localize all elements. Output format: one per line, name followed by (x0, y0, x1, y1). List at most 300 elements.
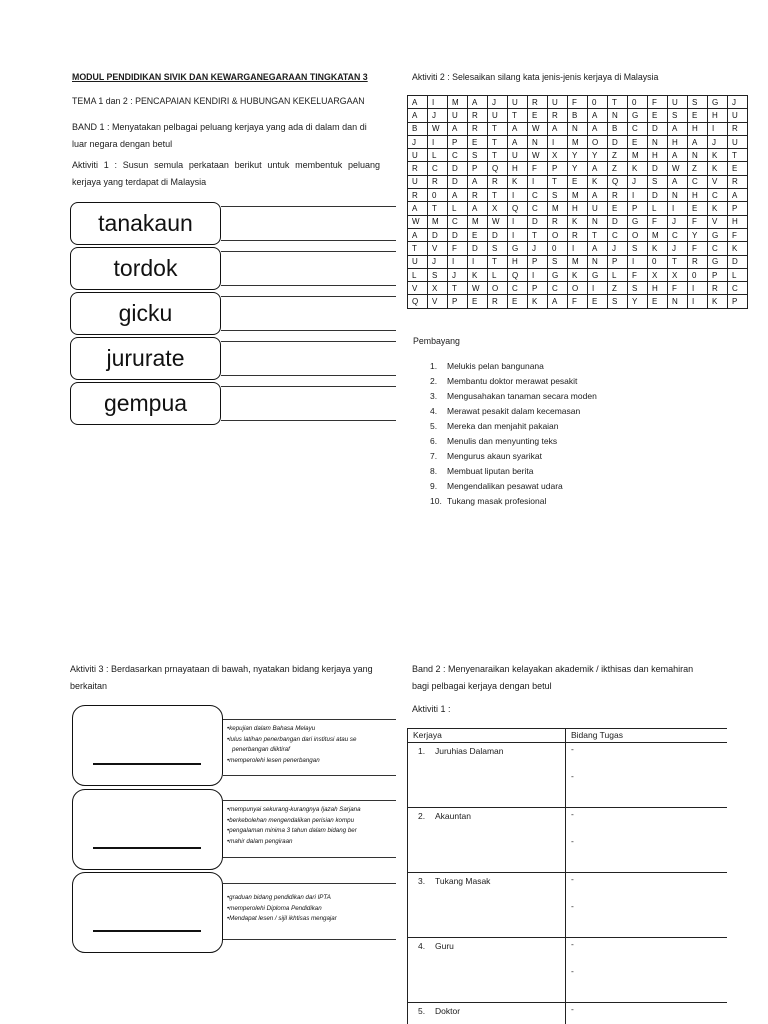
grid-cell: H (688, 122, 708, 135)
grid-cell: P (448, 295, 468, 308)
clue-number: 1. (430, 361, 438, 371)
grid-cell: A (588, 122, 608, 135)
grid-cell: T (608, 96, 628, 109)
grid-cell: I (508, 228, 528, 241)
grid-cell: V (708, 215, 728, 228)
grid-cell: E (508, 295, 528, 308)
grid-cell: I (428, 135, 448, 148)
grid-cell: C (448, 149, 468, 162)
task-bullet: - (571, 836, 574, 846)
grid-cell: C (528, 189, 548, 202)
grid-cell: 0 (628, 96, 648, 109)
grid-cell: X (548, 149, 568, 162)
grid-cell: S (628, 242, 648, 255)
grid-cell: P (528, 282, 548, 295)
kerjaya-name: Guru (435, 941, 454, 951)
grid-cell: B (408, 122, 428, 135)
grid-cell: E (568, 175, 588, 188)
grid-cell: D (528, 215, 548, 228)
grid-row (408, 135, 748, 148)
grid-cell: C (728, 282, 748, 295)
grid-cell: K (708, 149, 728, 162)
grid-cell: K (568, 268, 588, 281)
grid-row (408, 255, 748, 268)
grid-cell: I (628, 189, 648, 202)
clue-number: 10. (430, 496, 442, 506)
grid-cell: A (688, 135, 708, 148)
clue-text: Melukis pelan bangunana (447, 361, 544, 371)
grid-row (408, 295, 748, 308)
grid-cell: R (708, 282, 728, 295)
grid-cell: H (648, 149, 668, 162)
grid-cell: I (628, 255, 648, 268)
task-bullet: - (571, 901, 574, 911)
requirement-line: •berkebolehan mengendalikan perisian kompu (227, 816, 355, 824)
grid-cell: I (468, 255, 488, 268)
grid-cell: W (488, 215, 508, 228)
grid-cell: N (568, 122, 588, 135)
requirement-line: •pengalaman minima 3 tahun dalam bidang ber (227, 827, 357, 835)
scrambled-word-box: gicku (70, 292, 221, 335)
clue-item (430, 390, 597, 402)
grid-cell: A (548, 122, 568, 135)
grid-cell: F (688, 242, 708, 255)
band2-objective: Band 2 : Menyenaraikan kelayakan akademik / ikthisas dan kemahiran bagi pelbagai kerjaya dengan betul (412, 664, 694, 691)
grid-cell: I (688, 282, 708, 295)
grid-cell: E (468, 135, 488, 148)
grid-cell: J (628, 175, 648, 188)
grid-cell: W (668, 162, 688, 175)
grid-cell: M (568, 255, 588, 268)
grid-cell: N (688, 149, 708, 162)
grid-cell: R (528, 96, 548, 109)
grid-cell: O (488, 282, 508, 295)
grid-cell: I (508, 189, 528, 202)
grid-cell: Y (688, 228, 708, 241)
requirement-line: •kepujian dalam Bahasa Melayu (227, 725, 316, 732)
grid-cell: I (448, 255, 468, 268)
grid-cell: C (428, 162, 448, 175)
grid-row (408, 189, 748, 202)
grid-cell: M (568, 189, 588, 202)
grid-cell: N (668, 295, 688, 308)
answer-line (221, 206, 396, 241)
grid-cell: I (668, 202, 688, 215)
clue-number: 5. (430, 421, 438, 431)
kerjaya-name: Akauntan (435, 811, 471, 821)
grid-cell: K (468, 268, 488, 281)
activity1-instruction: Aktiviti 1 : Susun semula perkataan berikut untuk membentuk peluang kerjaya yang terdapat di Malaysia (72, 160, 380, 187)
clue-item (430, 465, 533, 477)
grid-cell: D (608, 135, 628, 148)
clue-number: 8. (430, 466, 438, 476)
grid-cell: I (588, 282, 608, 295)
grid-cell: J (408, 135, 428, 148)
clue-item (430, 360, 544, 372)
grid-cell: E (468, 295, 488, 308)
document-title: MODUL PENDIDIKAN SIVIK DAN KEWARGANEGARAAN TINGKATAN 3 (72, 72, 368, 82)
grid-cell: G (548, 268, 568, 281)
grid-cell: W (428, 122, 448, 135)
grid-cell: K (528, 295, 548, 308)
grid-cell: L (448, 202, 468, 215)
kerjaya-cell (408, 808, 566, 873)
grid-cell: A (448, 122, 468, 135)
grid-cell: F (648, 96, 668, 109)
grid-cell: E (648, 295, 668, 308)
grid-cell: N (668, 189, 688, 202)
grid-cell: A (588, 162, 608, 175)
grid-cell: I (568, 242, 588, 255)
grid-row (408, 215, 748, 228)
clue-text: Membantu doktor merawat pesakit (447, 376, 578, 386)
grid-cell: G (508, 242, 528, 255)
grid-cell: U (728, 135, 748, 148)
grid-cell: P (468, 162, 488, 175)
scrambled-word-box: jururate (70, 337, 221, 380)
grid-cell: I (428, 96, 448, 109)
grid-cell: R (608, 189, 628, 202)
grid-cell: A (668, 149, 688, 162)
grid-cell: H (688, 189, 708, 202)
table-row (408, 938, 728, 1003)
grid-cell: T (488, 122, 508, 135)
grid-cell: D (648, 162, 668, 175)
bidang-tugas-cell (566, 938, 728, 1003)
grid-cell: B (568, 109, 588, 122)
grid-cell: T (448, 282, 468, 295)
grid-cell: X (488, 202, 508, 215)
grid-row (408, 242, 748, 255)
grid-cell: C (668, 228, 688, 241)
grid-cell: C (708, 189, 728, 202)
grid-cell: J (488, 96, 508, 109)
task-bullet: - (571, 939, 574, 949)
grid-cell: U (728, 109, 748, 122)
grid-cell: A (508, 122, 528, 135)
grid-cell: F (648, 215, 668, 228)
grid-cell: F (448, 242, 468, 255)
clue-text: Menulis dan menyunting teks (447, 436, 558, 446)
grid-cell: S (608, 295, 628, 308)
grid-cell: P (608, 255, 628, 268)
task-bullet: - (571, 744, 574, 754)
table-row (408, 808, 728, 873)
grid-cell: A (448, 189, 468, 202)
grid-cell: E (588, 295, 608, 308)
grid-cell: A (668, 175, 688, 188)
grid-cell: T (728, 149, 748, 162)
requirement-line: •memperolehi lesen penerbangan (227, 757, 320, 765)
grid-cell: M (548, 202, 568, 215)
grid-cell: I (688, 295, 708, 308)
grid-cell: U (508, 96, 528, 109)
grid-row (408, 96, 748, 109)
grid-cell: W (528, 149, 548, 162)
grid-cell: D (448, 228, 468, 241)
grid-cell: D (608, 215, 628, 228)
grid-cell: K (588, 175, 608, 188)
kerjaya-name: Tukang Masak (435, 876, 491, 886)
grid-cell: G (628, 109, 648, 122)
grid-cell: C (628, 122, 648, 135)
grid-cell: 0 (648, 255, 668, 268)
grid-cell: N (528, 135, 548, 148)
grid-cell: T (488, 135, 508, 148)
kerjaya-name: Doktor (435, 1006, 461, 1016)
grid-cell: P (708, 268, 728, 281)
requirement-line: •Mendapat lesen / sijil ikhtisas mengajar (227, 915, 337, 923)
row-number: 3. (418, 876, 426, 886)
grid-cell: I (548, 135, 568, 148)
grid-cell: Q (408, 295, 428, 308)
clue-item (430, 450, 542, 462)
grid-cell: N (648, 135, 668, 148)
grid-cell: C (608, 228, 628, 241)
grid-cell: Q (608, 175, 628, 188)
grid-cell: J (428, 255, 448, 268)
grid-cell: U (588, 202, 608, 215)
grid-cell: J (428, 109, 448, 122)
grid-cell: W (408, 215, 428, 228)
career-answer-card (72, 789, 223, 870)
grid-cell: D (648, 189, 668, 202)
grid-cell: 0 (688, 268, 708, 281)
grid-cell: P (548, 162, 568, 175)
grid-cell: A (468, 202, 488, 215)
grid-cell: C (708, 242, 728, 255)
grid-row (408, 228, 748, 241)
answer-line (221, 386, 396, 421)
answer-line (221, 251, 396, 286)
kerjaya-name: Juruhias Dalaman (435, 746, 504, 756)
band1-objective: BAND 1 : Menyatakan pelbagai peluang kerjaya yang ada di dalam dan di luar negara dengan betul (72, 122, 367, 149)
clue-text: Mereka dan menjahit pakaian (447, 421, 559, 431)
grid-cell: O (548, 228, 568, 241)
grid-cell: Y (628, 295, 648, 308)
task-bullet: - (571, 771, 574, 781)
answer-blank (93, 847, 201, 849)
grid-cell: E (688, 109, 708, 122)
clue-item (430, 420, 559, 432)
requirement-line: •memperolehi Diploma Pendidikan (227, 904, 322, 912)
grid-cell: S (548, 255, 568, 268)
grid-cell: S (468, 149, 488, 162)
grid-cell: X (648, 268, 668, 281)
grid-row (408, 282, 748, 295)
grid-cell: A (588, 242, 608, 255)
grid-cell: L (608, 268, 628, 281)
grid-cell: I (528, 175, 548, 188)
answer-blank (93, 763, 201, 765)
grid-cell: D (468, 242, 488, 255)
career-answer-card (72, 872, 223, 953)
grid-cell: U (448, 109, 468, 122)
bidang-tugas-cell (566, 1003, 728, 1024)
requirements-block (223, 883, 396, 940)
grid-cell: A (508, 135, 528, 148)
grid-cell: A (588, 109, 608, 122)
bidang-tugas-cell (566, 743, 728, 808)
grid-cell: D (448, 162, 468, 175)
grid-cell: R (488, 295, 508, 308)
clue-text: Membuat liputan berita (447, 466, 534, 476)
grid-cell: U (408, 149, 428, 162)
grid-cell: P (448, 135, 468, 148)
grid-cell: N (588, 255, 608, 268)
grid-cell: F (688, 215, 708, 228)
grid-cell: 0 (428, 189, 448, 202)
theme-heading: TEMA 1 dan 2 : PENCAPAIAN KENDIRI & HUBUNGAN KEKELUARGAAN (72, 96, 365, 106)
grid-cell: W (528, 122, 548, 135)
grid-cell: E (648, 109, 668, 122)
clue-text: Merawat pesakit dalam kecemasan (447, 406, 581, 416)
grid-cell: R (408, 162, 428, 175)
grid-cell: V (708, 175, 728, 188)
grid-cell: J (708, 135, 728, 148)
grid-cell: A (408, 228, 428, 241)
grid-cell: L (728, 268, 748, 281)
grid-cell: E (468, 228, 488, 241)
grid-cell: D (428, 228, 448, 241)
grid-cell: O (628, 228, 648, 241)
requirements-block (223, 719, 396, 776)
grid-cell: K (708, 295, 728, 308)
grid-cell: M (428, 215, 448, 228)
grid-cell: A (728, 189, 748, 202)
grid-cell: X (428, 282, 448, 295)
kerjaya-cell (408, 1003, 566, 1024)
grid-cell: F (568, 295, 588, 308)
grid-cell: Z (608, 149, 628, 162)
grid-cell: K (708, 162, 728, 175)
grid-cell: E (608, 202, 628, 215)
requirement-line: penerbangan diiktiraf (232, 746, 290, 754)
grid-cell: U (408, 255, 428, 268)
grid-cell: G (708, 255, 728, 268)
grid-cell: U (548, 96, 568, 109)
clue-text: Mengendalikan pesawat udara (447, 481, 563, 491)
scrambled-word-box: tanakaun (70, 202, 221, 245)
grid-cell: C (528, 202, 548, 215)
grid-cell: 0 (588, 96, 608, 109)
grid-cell: C (508, 282, 528, 295)
grid-cell: M (568, 135, 588, 148)
table-header-row (408, 729, 728, 743)
grid-cell: E (528, 109, 548, 122)
grid-cell: T (488, 189, 508, 202)
grid-cell: M (628, 149, 648, 162)
row-number: 5. (418, 1006, 426, 1016)
clue-item (430, 480, 563, 492)
grid-cell: V (428, 295, 448, 308)
kerjaya-cell (408, 938, 566, 1003)
grid-cell: H (648, 282, 668, 295)
grid-cell: H (568, 202, 588, 215)
grid-cell: U (508, 149, 528, 162)
qualification-table-wrapper (407, 728, 727, 1024)
requirement-line: •mempunyai sekurang-kurangnya Ijazah Sarjana (227, 806, 361, 813)
grid-cell: T (428, 202, 448, 215)
bidang-tugas-cell (566, 808, 728, 873)
grid-cell: J (668, 242, 688, 255)
clue-number: 2. (430, 376, 438, 386)
clue-text: Mengusahakan tanaman secara moden (447, 391, 597, 401)
task-bullet: - (571, 874, 574, 884)
grid-cell: K (568, 215, 588, 228)
grid-row (408, 202, 748, 215)
grid-cell: E (688, 202, 708, 215)
clue-text: Mengurus akaun syarikat (447, 451, 542, 461)
answer-line (221, 341, 396, 376)
clue-item (430, 435, 557, 447)
grid-cell: Y (568, 162, 588, 175)
answer-line (221, 296, 396, 331)
grid-cell: R (468, 122, 488, 135)
requirements-block (223, 800, 396, 858)
grid-cell: V (408, 282, 428, 295)
grid-cell: K (728, 242, 748, 255)
grid-row (408, 109, 748, 122)
band2-activity-label: Aktiviti 1 : (412, 704, 451, 714)
grid-cell: P (728, 295, 748, 308)
grid-row (408, 149, 748, 162)
grid-cell: Z (608, 282, 628, 295)
grid-cell: F (568, 96, 588, 109)
grid-cell: R (728, 175, 748, 188)
table-row (408, 873, 728, 938)
grid-cell: M (648, 228, 668, 241)
grid-cell: Q (508, 268, 528, 281)
activity3-instruction: Aktiviti 3 : Berdasarkan prnayataan di bawah, nyatakan bidang kerjaya yang berkaitan (70, 664, 373, 691)
grid-cell: A (468, 96, 488, 109)
answer-blank (93, 930, 201, 932)
grid-cell: G (588, 268, 608, 281)
clues-heading: Pembayang (413, 336, 460, 346)
grid-cell: R (408, 189, 428, 202)
grid-cell: P (628, 202, 648, 215)
grid-cell: H (728, 215, 748, 228)
grid-cell: A (548, 295, 568, 308)
clue-number: 6. (430, 436, 438, 446)
grid-row (408, 175, 748, 188)
grid-cell: I (508, 215, 528, 228)
grid-cell: K (508, 175, 528, 188)
kerjaya-cell (408, 873, 566, 938)
grid-cell: R (548, 109, 568, 122)
grid-cell: S (628, 282, 648, 295)
grid-cell: D (488, 228, 508, 241)
grid-cell: S (648, 175, 668, 188)
grid-cell: K (708, 202, 728, 215)
grid-cell: D (448, 175, 468, 188)
grid-cell: R (468, 109, 488, 122)
grid-cell: R (468, 189, 488, 202)
grid-cell: T (408, 242, 428, 255)
grid-cell: A (468, 175, 488, 188)
grid-cell: P (528, 255, 548, 268)
grid-cell: R (428, 175, 448, 188)
grid-cell: S (548, 189, 568, 202)
header-bidang-tugas: Bidang Tugas (566, 729, 728, 743)
grid-cell: T (488, 149, 508, 162)
grid-cell: H (508, 162, 528, 175)
grid-cell: R (488, 175, 508, 188)
grid-cell: P (728, 202, 748, 215)
grid-cell: T (548, 175, 568, 188)
grid-cell: S (428, 268, 448, 281)
clue-item (430, 405, 580, 417)
